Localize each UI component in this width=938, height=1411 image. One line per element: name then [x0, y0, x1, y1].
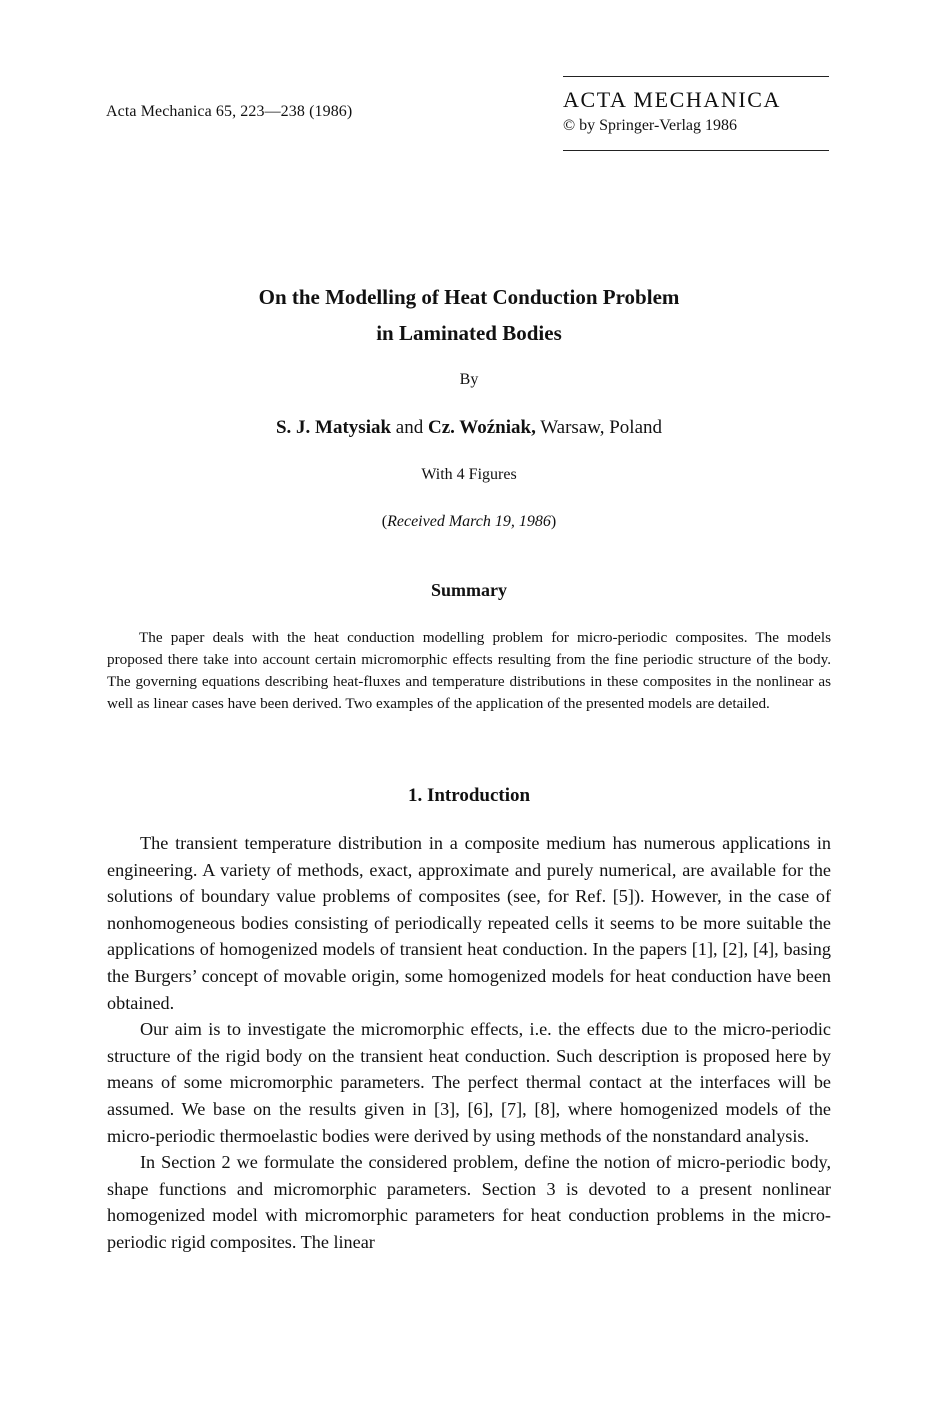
- article-title-line-2: in Laminated Bodies: [376, 321, 562, 345]
- masthead-top-rule: [563, 76, 829, 77]
- intro-paragraph-2: Our aim is to investigate the micromorphic effects, i.e. the effects due to the micro-periodic structure of the rigid body on the transient heat conduction. Such description is proposed here by means of some micromorphic parameters. The perfect thermal contact at the interfaces will be assumed. We base on the results given in [3], [6], [7], [8], where homogenized models of the micro-periodic thermoelastic bodies were derived by using methods of the nonstandard analysis.: [107, 1019, 831, 1146]
- author-2: Cz. Woźniak,: [427, 417, 536, 438]
- received-date: Received March 19, 1986: [387, 513, 551, 530]
- intro-paragraph-1: The transient temperature distribution in a composite medium has numerous applications in engineering. A variety of methods, exact, approximate and purely numerical, are available for the solutions of boundary value problems of composites (see, for Ref. [5]). However, in the case of nonhomogeneous bodies consisting of periodically repeated cells it seems to be more suitable the applications of homogenized models of transient heat conduction. In the papers [1], [2], [4], basing the Burgers’ concept of movable origin, some homogenized models for heat conduction have been obtained.: [107, 833, 831, 1013]
- section-heading-introduction: 1. Introduction: [407, 785, 531, 806]
- author-1: S. J. Matysiak: [275, 417, 392, 438]
- journal-citation: Acta Mechanica 65, 223—238 (1986): [106, 103, 353, 120]
- received-close-paren: ): [550, 513, 557, 530]
- journal-masthead: [563, 76, 829, 151]
- summary-heading: Summary: [431, 580, 507, 600]
- byline-by: By: [459, 371, 479, 388]
- copyright-notice: © by Springer-Verlag 1986: [563, 117, 738, 134]
- intro-paragraph-3: In Section 2 we formulate the considered problem, define the notion of micro-periodic body, shape functions and micromorphic parameters. Section 3 is devoted to a present nonlinear homogenized model with micromorphic parameters for heat conduction problems in the micro-periodic rigid composites. The linear: [107, 1152, 831, 1252]
- received-open-paren: (: [381, 513, 388, 530]
- authors-line: [0, 417, 938, 439]
- summary-paragraph: The paper deals with the heat conduction modelling problem for micro-periodic composites. The models proposed there take into account certain micromorphic effects resulting from the fine periodic structure of the body. The governing equations describing heat-fluxes and temperature distributions in these composites in the nonlinear as well as linear cases have been derived. Two examples of the application of the presented models are detailed.: [107, 629, 831, 712]
- figures-note: With 4 Figures: [421, 466, 517, 483]
- masthead-bottom-rule: [563, 150, 829, 151]
- received-date-line: [0, 513, 938, 531]
- article-title-line-1: On the Modelling of Heat Conduction Problem: [258, 285, 680, 309]
- introduction-body: [107, 830, 831, 1256]
- journal-name: ACTA MECHANICA: [563, 87, 782, 112]
- author-affiliation: Warsaw, Poland: [535, 417, 663, 438]
- author-conjunction: and: [391, 417, 428, 438]
